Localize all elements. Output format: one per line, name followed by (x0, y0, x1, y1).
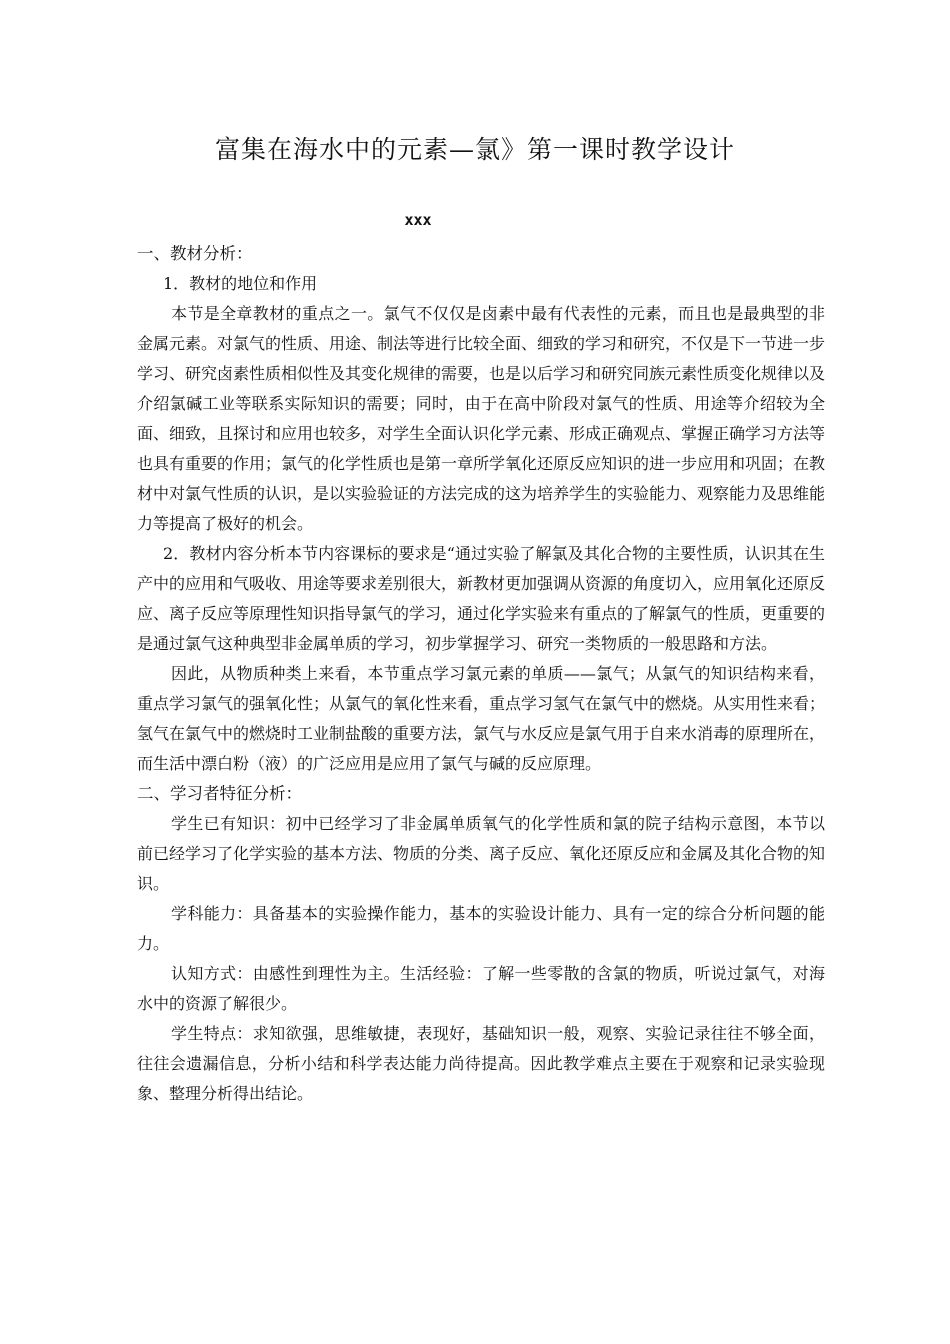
paragraph: 学生已有知识：初中已经学习了非金属单质氧气的化学性质和氯的院子结构示意图，本节以前已经学习了化学实验的基本方法、物质的分类、离子反应、氧化还原反应和金属及其化合物的知识。 (137, 814, 826, 893)
paragraph: 因此，从物质种类上来看，本节重点学习氯元素的单质——氯气；从氯气的知识结构来看，重点学习氯气的强氧化性；从氯气的氧化性来看，重点学习氢气在氯气中的燃烧。从实用性来看；氢气在氯气中的燃烧时工业制盐酸的重要方法，氯气与水反应是氯气用于自来水消毒的原理所在，而生活中漂白粉（液）的广泛应用是应用了氯气与碱的反应原理。 (137, 664, 826, 773)
paragraph: 学生特点：求知欲强，思维敏捷，表现好，基础知识一般，观察、实验记录往往不够全面，往往会遗漏信息，分析小结和科学表达能力尚待提高。因此教学难点主要在于观察和记录实验现象、整理分析得出结论。 (137, 1024, 825, 1103)
subheading-1: 1．教材的地位和作用 (163, 274, 318, 293)
paragraph: 认知方式：由感性到理性为主。生活经验：了解一些零散的含氯的物质，听说过氯气，对海水中的资源了解很少。 (137, 964, 825, 1013)
section-heading-2: 二、学习者特征分析： (137, 784, 302, 803)
document-body (137, 239, 825, 1109)
section-heading-1: 一、教材分析： (137, 244, 253, 263)
paragraph: 学科能力：具备基本的实验操作能力，基本的实验设计能力、具有一定的综合分析问题的能力。 (137, 904, 825, 953)
paragraph: 2．教材内容分析本节内容课标的要求是“通过实验了解氯及其化合物的主要性质，认识其在生产中的应用和气吸收、用途等要求差别很大，新教材更加强调从资源的角度切入，应用氧化还原反应、离子反应等原理性知识指导氯气的学习，通过化学实验来有重点的了解氯气的性质，更重要的是通过氯气这种典型非金属单质的学习，初步掌握学习、研究一类物质的一般思路和方法。 (137, 544, 826, 653)
document-title: 富集在海水中的元素—氯》第一课时教学设计 (214, 134, 735, 164)
paragraph: 本节是全章教材的重点之一。氯气不仅仅是卤素中最有代表性的元素，而且也是最典型的非金属元素。对氯气的性质、用途、制法等进行比较全面、细致的学习和研究，不仅是下一节进一步学习、研究卤素性质相似性及其变化规律的需要，也是以后学习和研究同族元素性质变化规律以及介绍氯碱工业等联系实际知识的需要；同时，由于在高中阶段对氯气的性质、用途等介绍较为全面、细致，且探讨和应用也较多，对学生全面认识化学元素、形成正确观点、掌握正确学习方法等也具有重要的作用；氯气的化学性质也是第一章所学氧化还原反应知识的进一步应用和巩固；在教材中对氯气性质的认识，是以实验验证的方法完成的这为培养学生的实验能力、观察能力及思维能力等提高了极好的机会。 (137, 304, 826, 533)
author-name: xxx (404, 211, 432, 229)
